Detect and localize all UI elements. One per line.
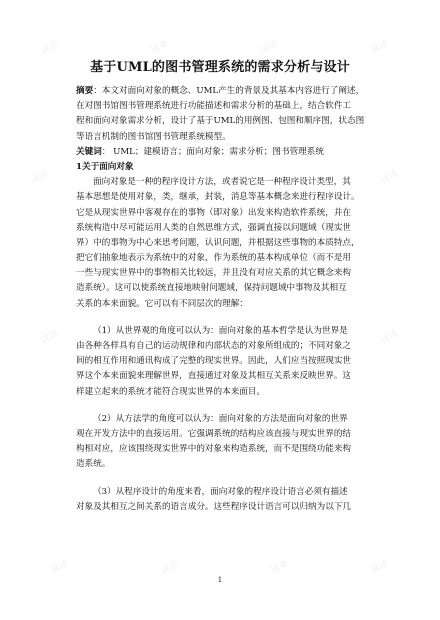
watermark-text: 试读 [159,558,181,577]
abstract-text: ：本文对面向对象的概念、UML产生的背景及其基本内容进行了阐述， [93,86,365,96]
paragraph-line: 构相对应，应该围绕现实世界中的对象来构造系统，而不是围绕功能来构 [76,444,352,455]
paragraph-line: 对象及其相互之间关系的语言成分。这些程序设计语言可以归纳为以下几 [76,501,352,512]
keywords-text: ： UML；建模语言；面向对象；需求分析；图书管理系统 [101,146,324,157]
keywords-label: 关键词 [76,146,102,157]
paragraph-line: （2）从方法学的角度可以认为：面向对象的方法是面向对象的世界 [93,413,348,424]
section-heading: 1关于面向对象 [76,161,134,172]
watermark-text: 试读 [379,328,401,347]
watermark-text: 试读 [149,38,171,57]
paragraph-line: （1）从世界观的角度可以认为：面向对象的基本哲学是认为世界是 [93,325,348,336]
paragraph-line: 基本思想是使用对象，类，继承，封装，消息等基本概念来进行程序设计。 [76,192,360,203]
paragraph-line: （3）从程序设计的角度来看，面向对象的程序设计语言必须有描述 [93,486,348,497]
paragraph-line: 它是从现实世界中客观存在的事物（即对象）出发来构造软件系统，并在 [76,207,352,218]
keywords-line [76,145,376,160]
paragraph-line: 造系统）。这可以使系统直接地映射问题域，保持问题域中事物及其相互 [76,283,347,294]
watermark-text: 试读 [29,168,51,187]
paragraph-line: 观在开发方法中的直接运用。它强调系统的结构应该直接与现实世界的结 [76,428,352,439]
page-title: 基于UML的图书管理系统的需求分析与设计 [90,60,350,75]
watermark-text: 试读 [259,38,281,57]
paragraph-line: 面向对象是一种的程序设计方法，或者说它是一种程序设计类型，其 [93,177,351,188]
abstract-line [76,84,376,99]
paragraph-line: 由各种各样具有自己的运动规律和内部状态的对象所组成的；不同对象之 [76,341,352,351]
page-number: 1 [217,576,223,584]
paragraph-line: 一些与现实世界中的事物相关比较远，并且没有对应关系的其它概念来构 [76,268,352,279]
document-body [76,84,376,515]
abstract-line: 等语言机制的图书馆图书管理系统模型。 [76,131,231,142]
abstract-line: 在对图书馆图书管理系统进行功能描述和需求分析的基础上，结合软件工 [76,101,352,112]
paragraph-line: 样建立起来的系统才能符合现实世界的本来面目。 [76,386,266,397]
abstract-label: 摘要 [76,86,94,96]
paragraph-line: 间的相互作用和通讯构成了完整的现实世界。因此，人们应当按照现实世 [76,356,352,367]
paragraph-line: 界）中的事物为中心来思考问题，认识问题，并根据这些事物的本质特点， [76,237,360,248]
paragraph-line: 界这个本来面貌来理解世界，直接通过对象及其相互关系来反映世界。这 [76,371,352,382]
paragraph-line: 造系统。 [76,459,111,470]
watermark-text: 试读 [49,558,71,577]
watermark-text: 试读 [39,38,61,57]
paragraph-line: 把它们抽象地表示为系统中的对象，作为系统的基本构成单位（而不是用 [76,253,352,264]
watermark-text: 试读 [39,328,61,347]
watermark-text: 试读 [369,558,391,577]
watermark-text: 试读 [369,38,391,57]
watermark-text: 试读 [379,168,401,187]
paragraph-line: 系统构造中尽可能运用人类的自然思维方式，强调直接以问题域（现实世 [76,222,352,233]
watermark-text: 试读 [269,558,291,577]
abstract-line: 程和面向对象需求分析，设计了基于UML的用例图、包图和顺序图，状态图 [76,116,365,127]
paragraph-line: 关系的本来面貌。它可以有不同层次的理解： [76,298,248,309]
